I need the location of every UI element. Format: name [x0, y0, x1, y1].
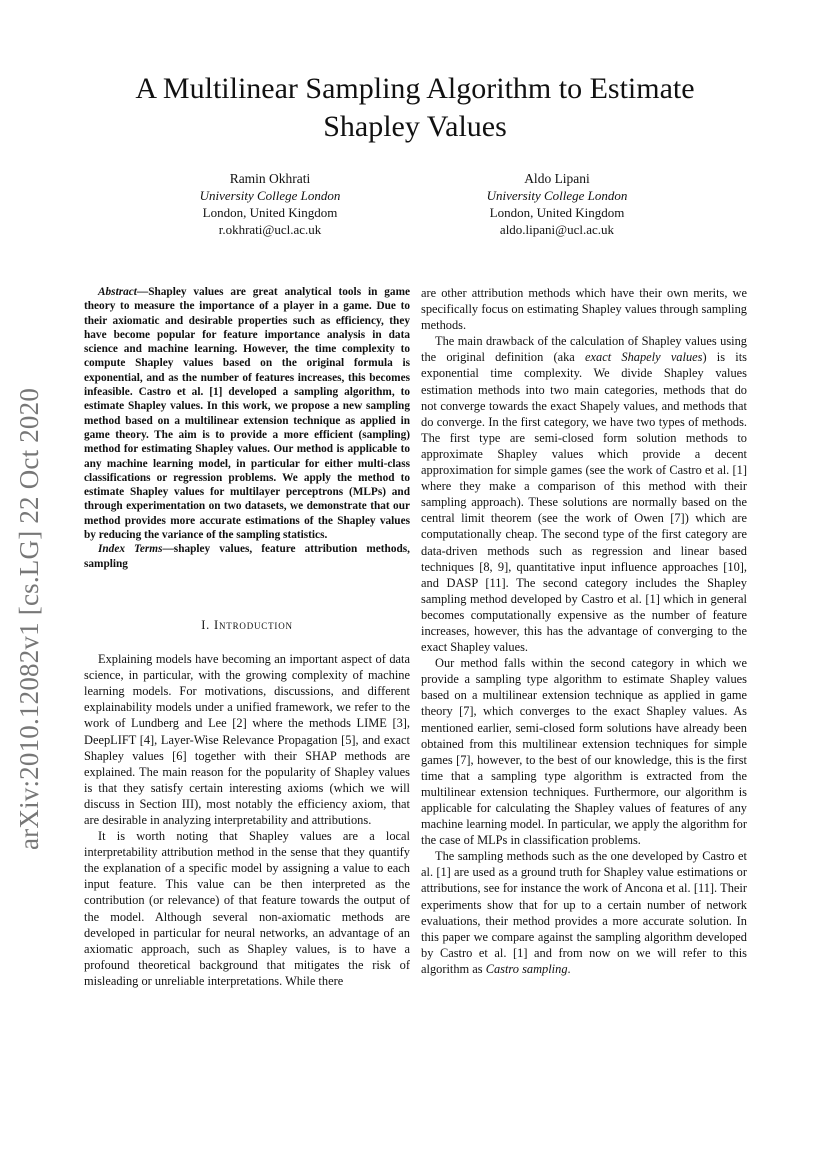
text-span: .: [567, 961, 571, 976]
abstract-lead: Abstract: [98, 286, 137, 298]
author-name: Ramin Okhrati: [229, 171, 311, 186]
arxiv-identifier-text: arXiv:2010.12082v1 [cs.LG] 22 Oct 2020: [14, 387, 44, 850]
intro-paragraph-1: Explaining models have becoming an important aspect of data science, in particular, with the growing complexity of machine learning models. For motivations, discussions, and different explainability models under a unified framework, we refer to the work of Lundberg and Lee [2] where the methods LIME [3], DeepLIFT [4], Layer-Wise Relevance Propagation [5], and exact Shapley values [6] together with their SHAP methods are explained. The main reason for the popularity of Shapley values is that they satisfy certain interesting axioms (which we will discuss in Section III), most notably the efficiency axiom, that are desirable in analyzing interpretability and attributions.: [84, 652, 410, 827]
text-span: The sampling methods such as the one developed by Castro et al. [1] are used as a ground truth for Shapley value estimations or attributions, see for instance the work of Ancona et al. [11]. Their experiments show that for up to a certain number of network evaluations, their method provides a more accurate solution. In this paper we compare against the sampling algorithm developed by Castro et al. [1] and from now on we will refer to this algorithm as: [421, 849, 747, 976]
abstract: [84, 285, 410, 542]
emphasis-text: Castro sampling: [485, 961, 568, 976]
text-span: ) is its exponential time complexity. We divide Shapley values estimation methods into two main categories, methods that do not converge towards the exact Shapely values, and methods that do converge. In the first category, we have two types of methods. The first type are semi-closed form solution methods to approximate Shapley values which provide a decent approximation for simple games (see the work of Castro et al. [1] where they make a comparison of this method with their sampling approach). These solutions are normally based on the central limit theorem (see the work of Owen [7]) which are computationally cheap. The second type of the first category are data-driven methods such as regression and linear based techniques [8, 9], quantitative input influence approaches [10], and DASP [11]. The second category includes the Shapley sampling method developed by Castro et al. [1] which in general becomes computationally expensive as the number of feature increases, however, this has the advantage of converging to the exact Shapley values.: [421, 350, 747, 655]
section-heading-introduction: [84, 617, 410, 633]
arxiv-identifier-stamp: [12, 360, 52, 850]
intro-paragraph-3: [421, 333, 747, 655]
author-location: London, United Kingdom: [202, 205, 338, 220]
abstract-text: —Shapley values are great analytical tools in game theory to measure the importance of a player in a game. Due to their axiomatic and desirable properties such as efficiency, they have become popular for feature importance analysis in data science and machine learning. However, the time complexity to compute Shapley values based on the original formula is exponential, and as the number of features increases, this becomes infeasible. Castro et al. [1] developed a sampling algorithm, to estimate Shapley values. In this work, we propose a new sampling method based on a multilinear extension technique as applied in game theory. The aim is to provide a more efficient (sampling) method for estimating Shapley values. Our method is applicable to any machine learning model, in particular for either multi-class classifications or regression problems. We apply the method to estimate Shapley values for multilayer perceptrons (MLPs) and through experimentation on two datasets, we demonstrate that our method provides more accurate estimations of the Shapley values by reducing the variance of the sampling statistics.: [84, 286, 410, 542]
index-terms-lead: Index Terms: [98, 543, 163, 556]
emphasis-text: exact Shapely values: [585, 350, 703, 365]
intro-paragraph-2-continuation: are other attribution methods which have their own merits, we specifically focus on estimating Shapley values through sampling methods.: [421, 286, 747, 333]
intro-paragraph-2: It is worth noting that Shapley values are a local interpretability attribution method in the sense that they quantify the explanation of a specific model by assigning a value to each input feature. This value can be then interpreted as the contribution (or relevance) of that feature towards the output of the model. Although several non-axiomatic methods are developed in particular for neural networks, an advantage of an axiomatic approach, such as Shapley values, is to have a profound theoretical background that mitigates the risk of misleading or unreliable interpretations. While there: [84, 829, 410, 988]
author-block-1: [155, 170, 385, 238]
right-column: [421, 285, 747, 977]
author-name: Aldo Lipani: [524, 171, 590, 186]
text-span: The main drawback of the calculation of Shapley values using the original definition (aka: [421, 334, 747, 365]
author-affiliation: University College London: [486, 188, 628, 203]
intro-paragraph-5: [421, 848, 747, 977]
section-number: I.: [201, 617, 211, 632]
left-column: [84, 285, 410, 989]
author-email: aldo.lipani@ucl.ac.uk: [499, 222, 615, 237]
section-title: Introduction: [214, 617, 293, 632]
intro-paragraph-4: Our method falls within the second category in which we provide a sampling type algorithm to estimate Shapley values based on a multilinear extension technique as applied in game theory [7], which converges to the exact Shapley values. As mentioned earlier, semi-closed form solutions have already been obtained from this multilinear extension techniques for simple games [7], however, to the best of our knowledge, this is the first time that a sampling type algorithm is extracted from the multilinear extension techniques. Furthermore, our algorithm is applicable for calculating the Shapley values of features of any machine learning model. In particular, we apply the algorithm for the case of MLPs in classification problems.: [421, 656, 747, 848]
author-email: r.okhrati@ucl.ac.uk: [218, 222, 322, 237]
index-terms-text: —shapley values, feature attribution methods, sampling: [84, 543, 410, 570]
paper-title: A Multilinear Sampling Algorithm to Estimate Shapley Values: [135, 72, 695, 143]
author-block-2: [442, 170, 672, 238]
author-location: London, United Kingdom: [489, 205, 625, 220]
index-terms: [84, 542, 410, 571]
author-affiliation: University College London: [199, 188, 341, 203]
